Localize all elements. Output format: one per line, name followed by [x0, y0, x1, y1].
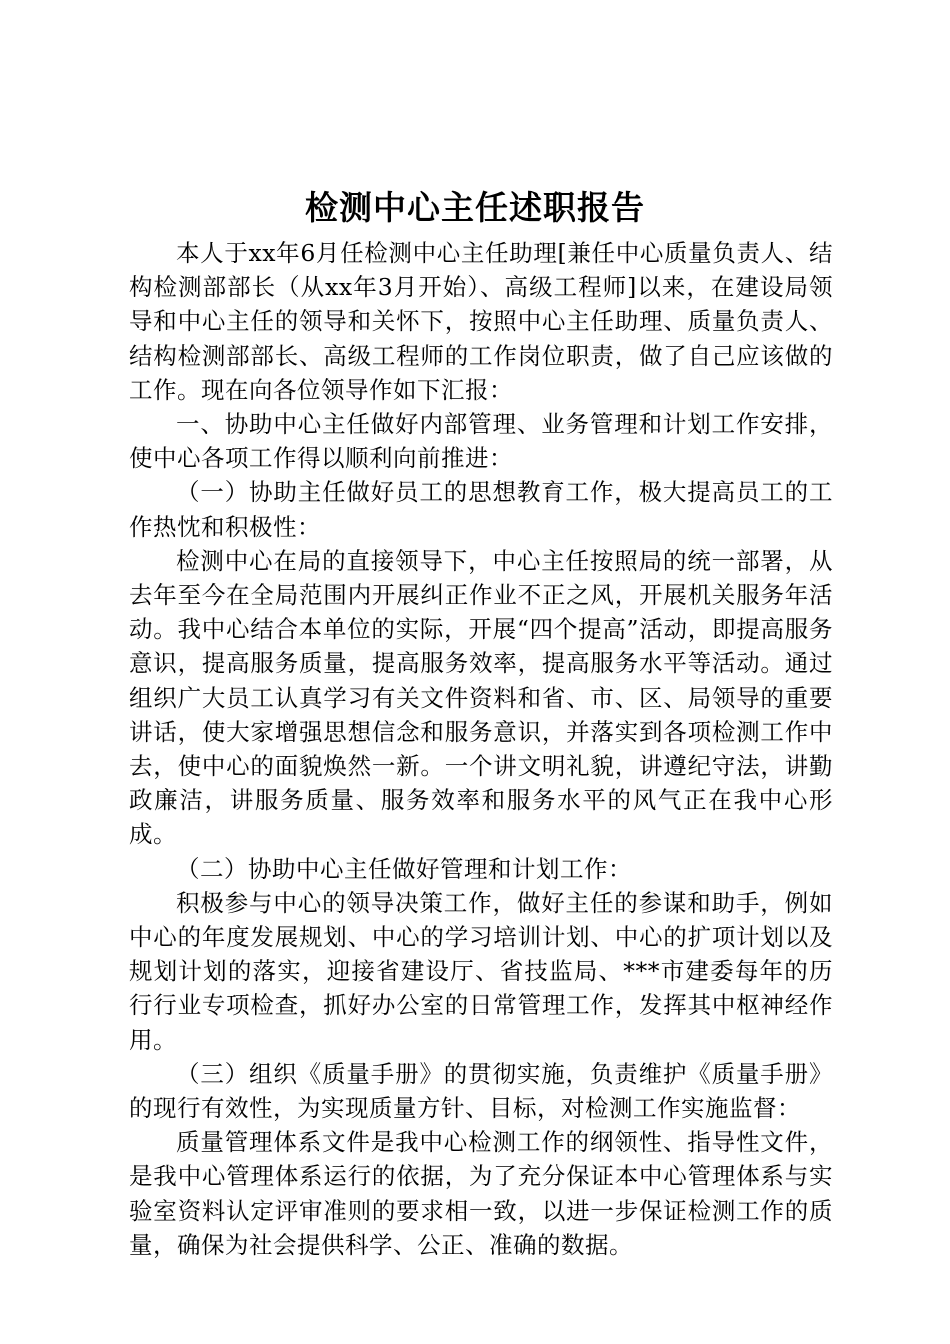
document-body	[129, 236, 833, 1262]
paragraph-subsection-2-body: 积极参与中心的领导决策工作，做好主任的参谋和助手，例如中心的年度发展规划、中心的学习培训计划、中心的扩项计划以及规划计划的落实，迎接省建设厅、省技监局、***市建委每年的历行行业专项检查，抓好办公室的日常管理工作，发挥其中枢神经作用。	[129, 888, 833, 1054]
paragraph-section-1: 一、协助中心主任做好内部管理、业务管理和计划工作安排，使中心各项工作得以顺利向前推进：	[129, 410, 833, 473]
paragraph-subsection-3-body: 质量管理体系文件是我中心检测工作的纲领性、指导性文件，是我中心管理体系运行的依据，为了充分保证本中心管理体系与实验室资料认定评审准则的要求相一致，以进一步保证检测工作的质量，确保为社会提供科学、公正、准确的数据。	[129, 1128, 833, 1259]
paragraph-intro: 本人于xx年6月任检测中心主任助理[兼任中心质量负责人、结构检测部部长（从xx年3月开始）、高级工程师]以来，在建设局领导和中心主任的领导和关怀下，按照中心主任助理、质量负责人、结构检测部部长、高级工程师的工作岗位职责，做了自己应该做的工作。现在向各位领导作如下汇报：	[129, 239, 833, 404]
paragraph-subsection-1: （一）协助主任做好员工的思想教育工作，极大提高员工的工作热忱和积极性：	[129, 478, 833, 541]
paragraph-subsection-3: （三）组织《质量手册》的贯彻实施，负责维护《质量手册》的现行有效性，为实现质量方针、目标，对检测工作实施监督：	[129, 1059, 833, 1123]
document-title: 检测中心主任述职报告	[305, 188, 645, 227]
paragraph-subsection-2: （二）协助中心主任做好管理和计划工作：	[176, 854, 632, 883]
paragraph-subsection-1-body: 检测中心在局的直接领导下，中心主任按照局的统一部署，从去年至今在全局范围内开展纠正作业不正之风，开展机关服务年活动。我中心结合本单位的实际，开展“四个提高”活动，即提高服务意识，提高服务质量，提高服务效率，提高服务水平等活动。通过组织广大员工认真学习有关文件资料和省、市、区、局领导的重要讲话，使大家增强思想信念和服务意识，并落实到各项检测工作中去，使中心的面貌焕然一新。一个讲文明礼貌，讲遵纪守法，讲勤政廉洁，讲服务质量、服务效率和服务水平的风气正在我中心形成。	[129, 546, 833, 849]
